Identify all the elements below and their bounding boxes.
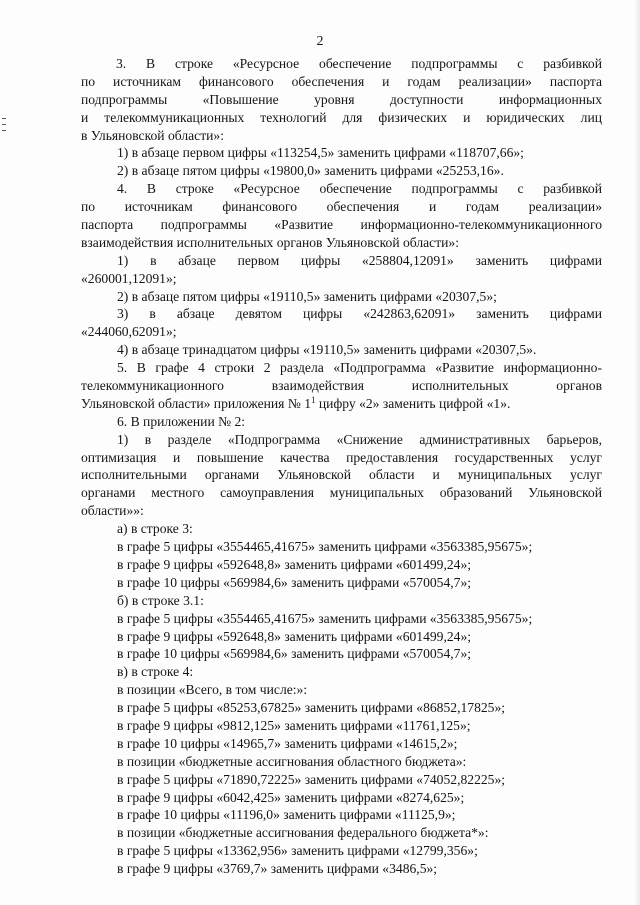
paragraph-line: исполнительными органами Ульяновской области и муниципальных услуг	[81, 467, 602, 483]
paragraph-line: 4) в абзаце тринадцатом цифры «19110,5» заменить цифрами «20307,5».	[117, 342, 537, 358]
paragraph-line: «260001,12091»;	[81, 270, 177, 286]
page-number: 2	[316, 34, 324, 49]
scan-artifact-mark	[2, 124, 6, 125]
paragraph-line: взаимодействия исполнительных органов Ульяновской области»:	[81, 234, 460, 250]
paragraph-line: 4. В строке «Ресурсное обеспечение подпрограммы с разбивкой	[117, 181, 602, 197]
paragraph-line: телекоммуникационного взаимодействия исполнительных органов	[81, 378, 602, 394]
paragraph-line: в графе 5 цифры «13362,956» заменить цифрами «12799,356»;	[117, 843, 478, 859]
paragraph-line: а) в строке 3:	[117, 521, 193, 537]
paragraph-line: 2) в абзаце пятом цифры «19800,0» заменить цифрами «25253,16».	[117, 163, 504, 179]
text-fragment: Ульяновской области» приложения № 1	[81, 395, 311, 411]
paragraph-line: 1) в разделе «Подпрограмма «Снижение административных барьеров,	[117, 431, 602, 447]
document-body	[81, 55, 602, 878]
paragraph-line: 6. В приложении № 2:	[117, 413, 246, 429]
paragraph-line: в графе 10 цифры «11196,0» заменить цифрами «11125,9»;	[117, 807, 456, 823]
paragraph-line: в графе 9 цифры «9812,125» заменить цифрами «11761,125»;	[117, 717, 471, 733]
paragraph-line: 3. В строке «Ресурсное обеспечение подпрограммы с разбивкой	[116, 56, 602, 71]
paragraph-line	[81, 395, 602, 413]
superscript-number: 1	[311, 394, 316, 405]
paragraph-line: 5. В графе 4 строки 2 раздела «Подпрограмма «Развитие информационно-	[117, 360, 602, 376]
paragraph-line: органами местного самоуправления муниципальных образований Ульяновской	[81, 485, 602, 501]
paragraph-line: 3) в абзаце девятом цифры «242863,62091» заменить цифрами	[117, 306, 602, 322]
paragraph-line: в графе 5 цифры «71890,72225» заменить цифрами «74052,82225»;	[117, 771, 506, 787]
paragraph-line: в графе 10 цифры «14965,7» заменить цифрами «14615,2»;	[117, 735, 458, 751]
paragraph-line: 1) в абзаце первом цифры «113254,5» заменить цифрами «118707,66»;	[117, 145, 524, 161]
paragraph-line: б) в строке 3.1:	[117, 592, 204, 608]
scan-artifact-mark	[2, 130, 6, 131]
paragraph-line: в графе 9 цифры «6042,425» заменить цифрами «8274,625»;	[117, 789, 465, 805]
paragraph-line: в графе 5 цифры «85253,67825» заменить цифрами «86852,17825»;	[117, 700, 506, 716]
scan-shadow-edge	[634, 0, 640, 905]
paragraph-line: по источникам финансового обеспечения и годам реализации» паспорта	[81, 73, 602, 89]
text-fragment: цифру «2» заменить цифрой «1».	[315, 395, 511, 411]
paragraph-line: паспорта подпрограммы «Развитие информационно-телекоммуникационного	[81, 217, 602, 233]
paragraph-line: в графе 10 цифры «569984,6» заменить цифрами «570054,7»;	[117, 574, 472, 590]
paragraph-line: в позиции «Всего, в том числе:»:	[117, 682, 308, 698]
paragraph-line: по источникам финансового обеспечения и годам реализации»	[81, 199, 602, 215]
paragraph-line: в графе 5 цифры «3554465,41675» заменить цифрами «3563385,95675»;	[117, 610, 533, 626]
paragraph-line: в) в строке 4:	[117, 664, 194, 680]
paragraph-line: подпрограммы «Повышение уровня доступности информационных	[81, 91, 602, 107]
paragraph-line: 1) в абзаце первом цифры «258804,12091» заменить цифрами	[117, 252, 602, 268]
paragraph-line: 2) в абзаце пятом цифры «19110,5» заменить цифрами «20307,5»;	[117, 288, 497, 304]
paragraph-line: в Ульяновской области»:	[81, 127, 224, 143]
paragraph-line: области»»:	[81, 503, 144, 519]
paragraph-line: в позиции «бюджетные ассигнования федерального бюджета*»:	[117, 825, 489, 841]
paragraph-line: в графе 9 цифры «592648,8» заменить цифрами «601499,24»;	[117, 556, 472, 572]
paragraph-line: оптимизация и повышение качества предоставления государственных услуг	[81, 449, 602, 465]
paragraph-line: «244060,62091»;	[81, 324, 177, 340]
paragraph-line: в графе 9 цифры «3769,7» заменить цифрами «3486,5»;	[117, 861, 438, 877]
paragraph-line: в позиции «бюджетные ассигнования областного бюджета»:	[117, 753, 467, 769]
scan-artifact-mark	[2, 118, 6, 119]
paragraph-line: в графе 5 цифры «3554465,41675» заменить цифрами «3563385,95675»;	[117, 539, 533, 555]
paragraph-line: и телекоммуникационных технологий для физических и юридических лиц	[81, 109, 602, 125]
paragraph-line: в графе 10 цифры «569984,6» заменить цифрами «570054,7»;	[117, 646, 472, 662]
paragraph-line: в графе 9 цифры «592648,8» заменить цифрами «601499,24»;	[117, 628, 472, 644]
